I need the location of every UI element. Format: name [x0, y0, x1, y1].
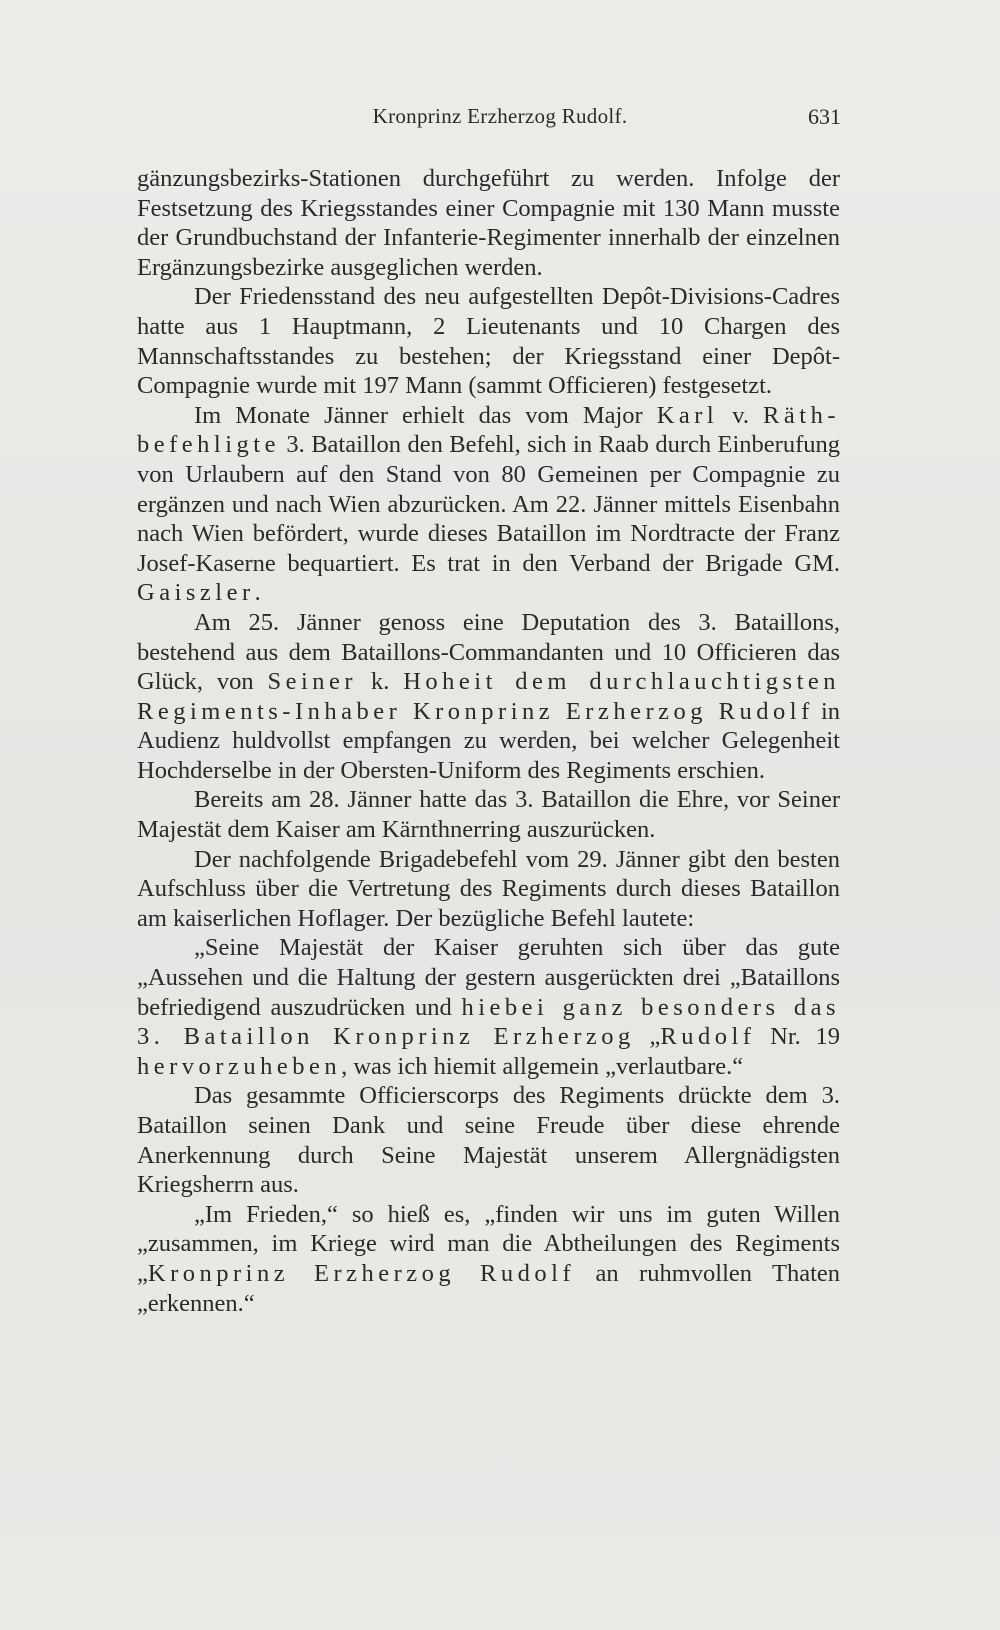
paragraph-continued: gänzungsbezirks-Stationen durchgeführt zu werden. Infolge der Festsetzung des Kriegsstandes einer Compagnie mit 130 Mann musste der Grundbuchstand der Infanterie-Regimenter innerhalb der einzelnen Ergänzungsbezirke ausgeglichen werden. [137, 165, 840, 281]
paragraph: Am 25. Jänner genoss eine Deputation des 3. Bataillons, bestehend aus dem Bataillons-Commandanten und 10 Officieren das Glück, von Seiner k. Hoheit dem durchlauchtigsten Regiments-Inhaber Kronprinz Erzherzog Rudolf in Audienz huldvollst empfangen zu werden, bei welcher Gelegenheit Hochderselbe in der Obersten-Uniform des Regiments erschien. [137, 608, 840, 784]
spaced-text: Hoheit dem durchlauchtigsten Regiments-Inhaber Kronprinz Erzherzog Rudolf [137, 668, 840, 725]
quoted-paragraph: „Seine Majestät der Kaiser geruhten sich über das gute „Aussehen und die Haltung der gestern ausgerückten drei „Bataillons befriedigend auszudrücken und hiebei ganz besonders das 3. Bataillon Kronprinz Erzherzog „Rudolf Nr. 19 hervorzuheben, was ich hiemit allgemein „verlautbare.“ [137, 934, 841, 1080]
running-title: Kronprinz Erzherzog Rudolf. [372, 104, 628, 128]
paragraph: Der nachfolgende Brigadebefehl vom 29. Jänner gibt den besten Aufschluss über die Vertretung des Regiments durch dieses Bataillon am kaiserlichen Hoflager. Der bezügliche Befehl lautete: [137, 845, 840, 932]
spaced-text: Seiner [267, 668, 358, 696]
paragraph: Bereits am 28. Jänner hatte das 3. Bataillon die Ehre, vor Seiner Majestät dem Kaiser am Kärnthnerring auszurücken. [137, 786, 840, 844]
spaced-name: Räth-befehligte [137, 401, 840, 459]
spaced-name: Gaiszler [137, 579, 255, 607]
spaced-name: Rudolf [660, 1023, 756, 1051]
spaced-name: Kronprinz Erzherzog Rudolf [147, 1259, 576, 1287]
paragraph: Das gesammte Officierscorps des Regiments drückte dem 3. Bataillon seinen Dank und seine Freude über diese ehrende Anerkennung durch Seine Majestät unserem Allergnädigsten Kriegsherrn aus. [137, 1082, 840, 1199]
paragraph: Im Monate Jänner erhielt das vom Major Karl v. Räth-befehligte 3. Bataillon den Befehl, sich in Raab durch Einberufung von Urlaubern auf den Stand von 80 Gemeinen per Compagnie zu ergänzen und nach Wien abzurücken. Am 22. Jänner mittels Eisenbahn nach Wien befördert, wurde dieses Bataillon im Nordtracte der Franz Josef-Kaserne bequartiert. Es trat in den Verband der Brigade GM. Gaiszler. [137, 401, 840, 607]
quoted-paragraph: „Im Frieden,“ so hieß es, „finden wir uns im guten Willen „zusammen, im Kriege wird man die Abtheilungen des Regiments „Kronprinz Erzherzog Rudolf an ruhmvollen Thaten „erkennen.“ [137, 1200, 841, 1317]
spaced-text: hervorzuheben [137, 1052, 342, 1080]
spaced-text: hiebei ganz besonders das 3. Bataillon Kronprinz Erzherzog [137, 993, 840, 1051]
body-text [137, 164, 840, 1318]
page-number: 631 [808, 104, 841, 129]
paragraph: Der Friedensstand des neu aufgestellten Depôt-Divisions-Cadres hatte aus 1 Hauptmann, 2 Lieutenants und 10 Chargen des Mannschaftsstandes zu bestehen; der Kriegsstand einer Depôt-Compagnie wurde mit 197 Mann (sammt Officieren) festgesetzt. [137, 283, 840, 400]
page-header [0, 104, 1000, 136]
spaced-name: Karl [656, 401, 719, 429]
